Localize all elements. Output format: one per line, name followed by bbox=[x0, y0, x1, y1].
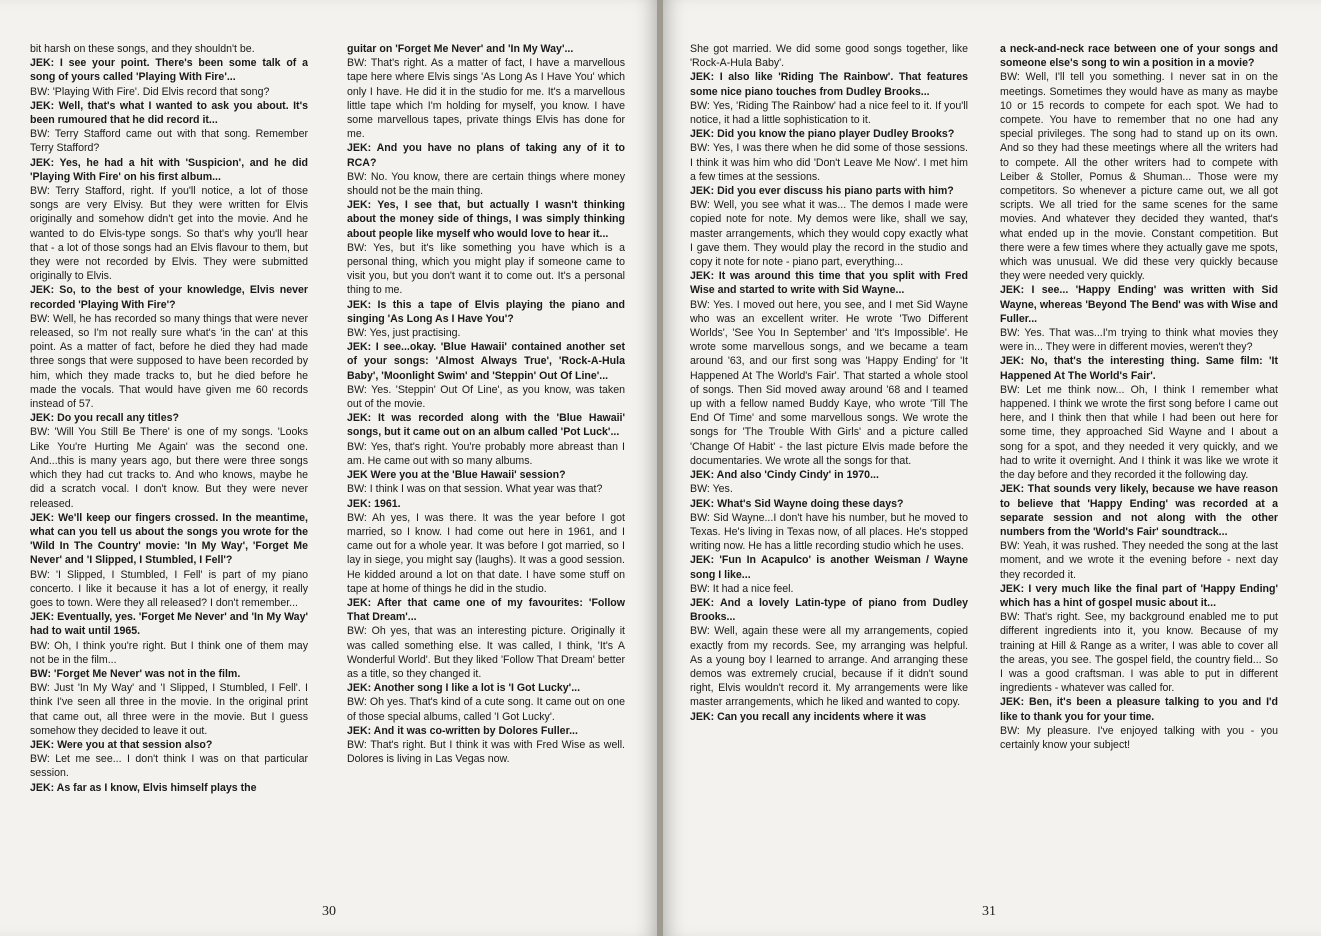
interview-question: JEK: Eventually, yes. 'Forget Me Never' and 'In My Way' had to wait until 1965. bbox=[30, 611, 308, 638]
page-number-right: 31 bbox=[982, 904, 996, 919]
interview-question: JEK: Did you know the piano player Dudley Brooks? bbox=[690, 128, 955, 141]
right-page-column-2 bbox=[1000, 42, 1278, 894]
interview-answer: BW: Terry Stafford, right. If you'll notice, a lot of those songs are very Elvisy. But they were written for Elvis originally and somehow didn't get into the movie. And he wanted to do Elvis-type songs. So that's why you'll hear that - a lot of those songs had an Elvis flavour to them, but they were not recorded by Elvis. They were submitted originally to Elvis. bbox=[30, 185, 308, 283]
interview-question: JEK: As far as I know, Elvis himself plays the bbox=[30, 781, 257, 794]
interview-question: JEK: We'll keep our fingers crossed. In the meantime, what can you tell us about the songs you wrote for the 'Wild In The Country' movie: 'In My Way', 'Forget Me Never' and 'I Slipped, I Stumbled, I Fell'? bbox=[30, 511, 308, 567]
interview-answer: BW: Yes. That was...I'm trying to think what movies they were in... They were in different movies, weren't they? bbox=[1000, 327, 1278, 354]
interview-question: JEK: No, that's the interesting thing. Same film: 'It Happened At The World's Fair'. bbox=[1000, 355, 1278, 382]
interview-question: JEK: That sounds very likely, because we have reason to believe that 'Happy Ending' was recorded at a separate session and not along with the other numbers from the 'World's Fair' soundtrack... bbox=[1000, 483, 1278, 538]
left-page-column-2 bbox=[347, 42, 625, 894]
interview-answer: BW: Well, again these were all my arrangements, copied exactly from my records. See, my arranging was helpful. As a young boy I learned to arrange. And arranging these demos was extremely crucial, because if it didn't sound right, Elvis wouldn't record it. My arrangements were like master arrangements, which he liked and wanted to copy. bbox=[690, 625, 968, 709]
book-gutter bbox=[657, 0, 663, 936]
interview-answer: BW: Yes, just practising. bbox=[347, 327, 461, 340]
interview-question: JEK: What's Sid Wayne doing these days? bbox=[690, 497, 904, 510]
interview-question: JEK: Another song I like a lot is 'I Got Lucky'... bbox=[347, 682, 581, 695]
interview-question: JEK: After that came one of my favourites: 'Follow That Dream'... bbox=[347, 596, 625, 624]
interview-answer: BW: Yes, I was there when he did some of those sessions. I think it was him who did 'Don't Leave Me Now'. I met him a few times at the sessions. bbox=[690, 142, 968, 183]
interview-question: JEK: And you have no plans of taking any of it to RCA? bbox=[347, 142, 625, 169]
interview-question: JEK: I see... 'Happy Ending' was written with Sid Wayne, whereas 'Beyond The Bend' was with Wise and Fuller... bbox=[1000, 284, 1278, 325]
interview-answer: BW: Oh yes. That's kind of a cute song. It came out on one of those special albums, called 'I Got Lucky'. bbox=[347, 696, 625, 723]
interview-question: JEK: I also like 'Riding The Rainbow'. That features some nice piano touches from Dudley Brooks... bbox=[690, 71, 968, 98]
interview-answer: BW: Well, I'll tell you something. I never sat in on the meetings. Sometimes they would have as many as maybe 10 or 15 records to compete for each spot. We had to compete. You have to remember that no one had any special privileges. The song had to stand up on its own. And so they had these meetings where all the writers had to compete. All the other writers had to compete with Leiber & Stoller, Pomus & Shuman... Those were my competitors. So whenever a picture came out, we all got scripts. We all tried for the same scenes for the same movies. And whatever they decided they wanted, that's what ended up in the movie. Constant competition. But there were a few times where they actually gave me spots, which was unusual. We did these very quickly because they were needed very quickly. bbox=[1000, 71, 1278, 283]
interview-answer: BW: Yes, but it's like something you have which is a personal thing, which you might play if someone came to visit you, but you don't want it to come out. It's a personal thing to me. bbox=[347, 241, 625, 297]
interview-question: guitar on 'Forget Me Never' and 'In My Way'... bbox=[347, 43, 574, 55]
interview-question: JEK: It was around this time that you split with Fred Wise and started to write with Sid Wayne... bbox=[690, 270, 968, 297]
interview-answer: BW: Let me see... I don't think I was on that particular session. bbox=[30, 753, 308, 780]
interview-question: a neck-and-neck race between one of your songs and someone else's song to win a position in a movie? bbox=[1000, 43, 1278, 70]
interview-question: JEK: So, to the best of your knowledge, Elvis never recorded 'Playing With Fire'? bbox=[30, 284, 308, 311]
interview-question: JEK Were you at the 'Blue Hawaii' session? bbox=[347, 469, 566, 482]
interview-question: JEK: 'Fun In Acapulco' is another Weisman / Wayne song I like... bbox=[690, 554, 968, 581]
interview-answer: BW: Well, you see what it was... The demos I made were copied note for note. My demos were like, shall we say, master arrangements, which they would copy exactly what I gave them. They would play the record in the studio and copy it note for note - piano part, everything... bbox=[690, 199, 968, 269]
interview-question: JEK: And also 'Cindy Cindy' in 1970... bbox=[690, 469, 879, 482]
interview-question: BW: 'Forget Me Never' was not in the film. bbox=[30, 667, 241, 680]
interview-answer: BW: Oh yes, that was an interesting picture. Originally it was called something else. It was called, I think, 'It's A Wonderful World'. But they liked 'Follow That Dream' better as a title, so they changed it. bbox=[347, 625, 625, 680]
interview-answer: BW: Just 'In My Way' and 'I Slipped, I Stumbled, I Fell'. I think I've seen all three in the movie. In the original print that came out, all three were in the movie. But I guess somehow they decided to leave it out. bbox=[30, 682, 308, 737]
interview-question: JEK: Can you recall any incidents where it was bbox=[690, 710, 927, 723]
interview-answer: BW: Yes. 'Steppin' Out Of Line', as you know, was taken out of the movie. bbox=[347, 383, 625, 411]
interview-question: JEK: I see your point. There's been some talk of a song of yours called 'Playing With Fire'... bbox=[30, 57, 308, 84]
interview-question: JEK: Yes, he had a hit with 'Suspicion', and he did 'Playing With Fire' on his first album... bbox=[30, 156, 308, 183]
right-page bbox=[660, 0, 1321, 936]
interview-question: JEK: And it was co-written by Dolores Fuller... bbox=[347, 724, 578, 737]
interview-answer: BW: Yes. bbox=[690, 483, 733, 496]
interview-question: JEK: Yes, I see that, but actually I wasn't thinking about the money side of things, I was simply thinking about people like myself who would love to hear it... bbox=[347, 199, 625, 240]
interview-answer: BW: Terry Stafford came out with that song. Remember Terry Stafford? bbox=[30, 128, 308, 155]
interview-answer: She got married. We did some good songs together, like 'Rock-A-Hula Baby'. bbox=[690, 43, 968, 70]
right-page-column-1 bbox=[690, 42, 968, 894]
interview-answer: BW: 'Playing With Fire'. Did Elvis record that song? bbox=[30, 85, 270, 98]
interview-answer: BW: Yes, 'Riding The Rainbow' had a nice feel to it. If you'll notice, it had a little sophistication to it. bbox=[690, 99, 968, 127]
interview-question: JEK: Ben, it's been a pleasure talking to you and I'd like to thank you for your time. bbox=[1000, 696, 1278, 723]
interview-answer: BW: It had a nice feel. bbox=[690, 582, 794, 595]
interview-answer: BW: Ah yes, I was there. It was the year before I got married, so I know. I had come out here in 1961, and I came out for a whole year. It was before I got married, so I lay in siege, you might say (laughs). It was a good session. He kidded around a lot on that date. I have some stuff on tape at home of things he did in the studio. bbox=[347, 511, 625, 595]
interview-answer: BW: Yes, that's right. You're probably more abreast than I am. He came out with so many albums. bbox=[347, 440, 625, 467]
left-page-column-1 bbox=[30, 42, 308, 894]
left-page bbox=[0, 0, 660, 936]
interview-answer: bit harsh on these songs, and they shouldn't be. bbox=[30, 43, 255, 55]
interview-question: JEK: I very much like the final part of 'Happy Ending' which has a hint of gospel music about it... bbox=[1000, 582, 1278, 609]
interview-answer: BW: Well, he has recorded so many things that were never released, so I'm not really sure what's 'in the can' at this point. As a matter of fact, before he died they had made three songs that were supposed to have been recorded by him, which they made tracks to, but he died before he made the vocals. That would have given me 60 records instead of 57. bbox=[30, 312, 308, 411]
interview-answer: BW: Yes. I moved out here, you see, and I met Sid Wayne who was an excellent writer. He wrote 'Two Different Worlds', 'See You In September' and 'It's Impossible'. He wrote some marvellous songs, and we became a team around '63, and our first song was 'Happy Ending' for 'It Happened At The World's Fair'. That started a whole stool of songs. Then Sid moved away around '68 and I teamed up with a fellow named Buddy Kaye, who wrote 'Till The End Of Time' and some marvellous songs. We wrote the songs for 'The Trouble With Girls' and a picture called 'Change Of Habit' - the last picture Elvis made before the documentaries. We wrote all the songs for that. bbox=[690, 298, 968, 467]
interview-question: JEK: 1961. bbox=[347, 497, 401, 510]
interview-answer: BW: 'Will You Still Be There' is one of my songs. 'Looks Like You're Hurting Me Again' was the second one. And...this is many years ago, but there were three songs which they had cut tracks to. And who knows, maybe he did a scratch vocal. I don't know. But they were never released. bbox=[30, 426, 308, 510]
interview-answer: BW: No. You know, there are certain things where money should not be the main thing. bbox=[347, 170, 625, 198]
interview-answer: BW: That's right. But I think it was with Fred Wise as well. Dolores is living in Las Vegas now. bbox=[347, 738, 625, 766]
page-number-left: 30 bbox=[322, 904, 336, 919]
interview-question: JEK: And a lovely Latin-type of piano from Dudley Brooks... bbox=[690, 596, 968, 624]
interview-question: JEK: Well, that's what I wanted to ask you about. It's been rumoured that he did record it... bbox=[30, 99, 308, 127]
interview-answer: BW: Let me think now... Oh, I think I remember what happened. I think we wrote the first song before I came out here, and I think then that while I had been out here for some time, they approached Sid Wayne and I about a song for a spot, and they needed it very quickly, and we had to write it overnight. And I think it was like we wrote it the day before and they recorded it the following day. bbox=[1000, 383, 1278, 482]
interview-question: JEK: Is this a tape of Elvis playing the piano and singing 'As Long As I Have You'? bbox=[347, 298, 625, 325]
interview-answer: BW: My pleasure. I've enjoyed talking with you - you certainly know your subject! bbox=[1000, 724, 1278, 751]
interview-answer: BW: That's right. As a matter of fact, I have a marvellous tape here where Elvis sings 'As Long As I Have You' which only I have. He did it in the studio for me. It's a marvellous little tape which I'm holding for myself, you know. I have some marvellous tapes, private things Elvis has done for me. bbox=[347, 57, 625, 141]
interview-answer: BW: Sid Wayne...I don't have his number, but he moved to Texas. He's living in Texas now, of all places. He's stopped writing now. He has a little recording studio which he uses. bbox=[690, 511, 968, 553]
interview-question: JEK: I see...okay. 'Blue Hawaii' contained another set of your songs: 'Almost Always True', 'Rock-A-Hula Baby', 'Moonlight Swim' and 'Steppin' Out Of Line'... bbox=[347, 341, 625, 382]
interview-answer: BW: That's right. See, my background enabled me to put different ingredients into it, you know. Because of my training at Hill & Range as a writer, I was able to cover all the areas, you see. The gospel field, the country field... So I was a good craftsman. I was able to put in different ingredients - whatever was called for. bbox=[1000, 611, 1278, 695]
interview-answer: BW: Oh, I think you're right. But I think one of them may not be in the film... bbox=[30, 639, 308, 666]
interview-question: JEK: Were you at that session also? bbox=[30, 738, 213, 751]
interview-answer: BW: 'I Slipped, I Stumbled, I Fell' is part of my piano concerto. I like it because it has a lot of energy, it really goes to town. Were they all released? I don't remember... bbox=[30, 568, 308, 609]
interview-question: JEK: Did you ever discuss his piano parts with him? bbox=[690, 185, 954, 198]
interview-answer: BW: I think I was on that session. What year was that? bbox=[347, 483, 603, 496]
interview-question: JEK: Do you recall any titles? bbox=[30, 412, 179, 425]
interview-question: JEK: It was recorded along with the 'Blue Hawaii' songs, but it came out on an album called 'Pot Luck'... bbox=[347, 412, 625, 439]
interview-answer: BW: Yeah, it was rushed. They needed the song at the last moment, and we wrote it the evening before - next day they recorded it. bbox=[1000, 540, 1278, 581]
